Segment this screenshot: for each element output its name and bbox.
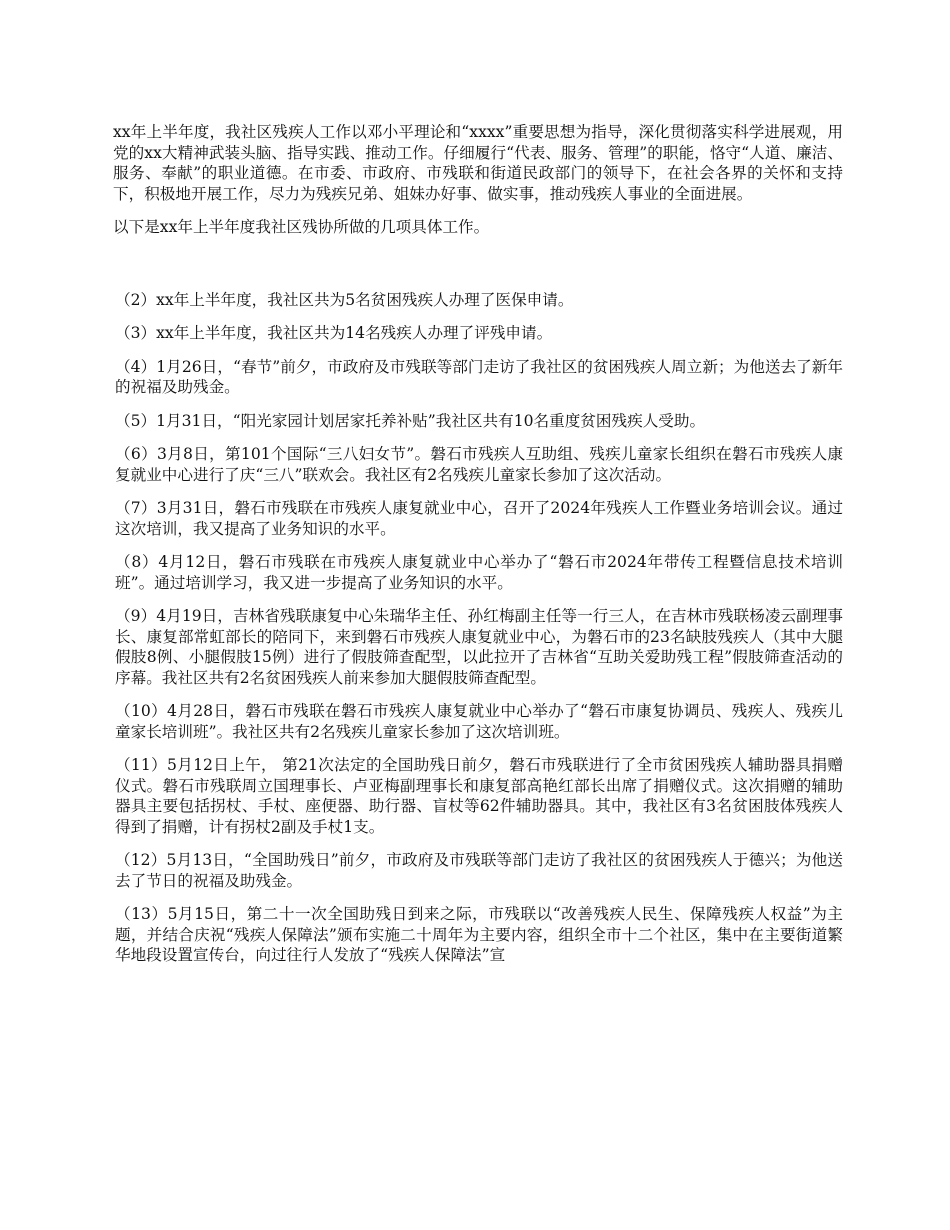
work-item-3: （3）xx年上半年度，我社区共为14名残疾人办理了评残申请。 [115, 324, 553, 342]
work-item-7: （7）3月31日，磐石市残联在市残疾人康复就业中心，召开了2024年残疾人工作暨业务培训会议。通过这次培训，我又提高了业务知识的水平。 [115, 499, 843, 538]
work-item-4: （4）1月26日，“春节”前夕，市政府及市残联等部门走访了我社区的贫困残疾人周立新；为他送去了新年的祝福及助残金。 [115, 357, 843, 396]
work-item-12: （12）5月13日，“全国助残日”前夕，市政府及市残联等部门走访了我社区的贫困残疾人于德兴；为他送去了节日的祝福及助残金。 [115, 851, 843, 890]
intro-summary: 以下是xx年上半年度我社区残协所做的几项具体工作。 [113, 218, 490, 236]
work-item-9: （9）4月19日，吉林省残联康复中心朱瑞华主任、孙红梅副主任等一行三人，在吉林市残联杨凌云副理事长、康复部常虹部长的陪同下，来到磐石市残疾人康复就业中心，为磐石市的23名缺肢残疾人（其中大腿假肢8例、小腿假肢15例）进行了假肢筛查配型，以此拉开了吉林省“互助关爱助残工程”假肢筛查活动的序幕。我社区共有2名贫困残疾人前来参加大腿假肢筛查配型。 [115, 607, 843, 687]
work-item-2: （2）xx年上半年度，我社区共为5名贫困残疾人办理了医保申请。 [115, 290, 574, 309]
work-item-11: （11）5月12日上午， 第21次法定的全国助残日前夕，磐石市残联进行了全市贫困残疾人辅助器具捐赠仪式。磐石市残联周立国理事长、卢亚梅副理事长和康复部高艳红部长出席了捐赠仪式。这次捐赠的辅助器具主要包括拐杖、手杖、座便器、助行器、盲杖等62件辅助器具。其中，我社区有3名贫困肢体残疾人得到了捐赠，计有拐杖2副及手杖1支。 [115, 756, 843, 836]
document-page [113, 122, 843, 979]
work-item-6: （6）3月8日，第101个国际“三八妇女节”。磐石市残疾人互助组、残疾儿童家长组织在磐石市残疾人康复就业中心进行了庆“三八”联欢会。我社区有2名残疾儿童家长参加了这次活动。 [115, 445, 843, 484]
work-item-5: （5）1月31日，“阳光家园计划居家托养补贴”我社区共有10名重度贫困残疾人受助。 [115, 411, 706, 430]
work-item-8: （8）4月12日，磐石市残联在市残疾人康复就业中心举办了“磐石市2024年带传工程暨信息技术培训班”。通过培训学习，我又进一步提高了业务知识的水平。 [115, 553, 843, 592]
intro-paragraph: xx年上半年度，我社区残疾人工作以邓小平理论和“xxxx”重要思想为指导，深化贯彻落实科学进展观，用党的xx大精神武装头脑、指导实践、推动工作。仔细履行“代表、服务、管理”的职能，恪守“人道、廉洁、服务、奉献”的职业道德。在市委、市政府、市残联和街道民政部门的领导下，在社会各界的关怀和支持下，积极地开展工作，尽力为残疾兄弟、姐妹办好事、做实事，推动残疾人事业的全面进展。 [113, 123, 843, 203]
work-item-13: （13）5月15日，第二十一次全国助残日到来之际，市残联以“改善残疾人民生、保障残疾人权益”为主题，并结合庆祝“残疾人保障法”颁布实施二十周年为主要内容，组织全市十二个社区，集中在主要街道繁华地段设置宣传台，向过往行人发放了“残疾人保障法”宣 [115, 905, 843, 964]
work-item-10: （10）4月28日，磐石市残联在磐石市残疾人康复就业中心举办了“磐石市康复协调员、残疾人、残疾儿童家长培训班”。我社区共有2名残疾儿童家长参加了这次培训班。 [115, 702, 843, 741]
